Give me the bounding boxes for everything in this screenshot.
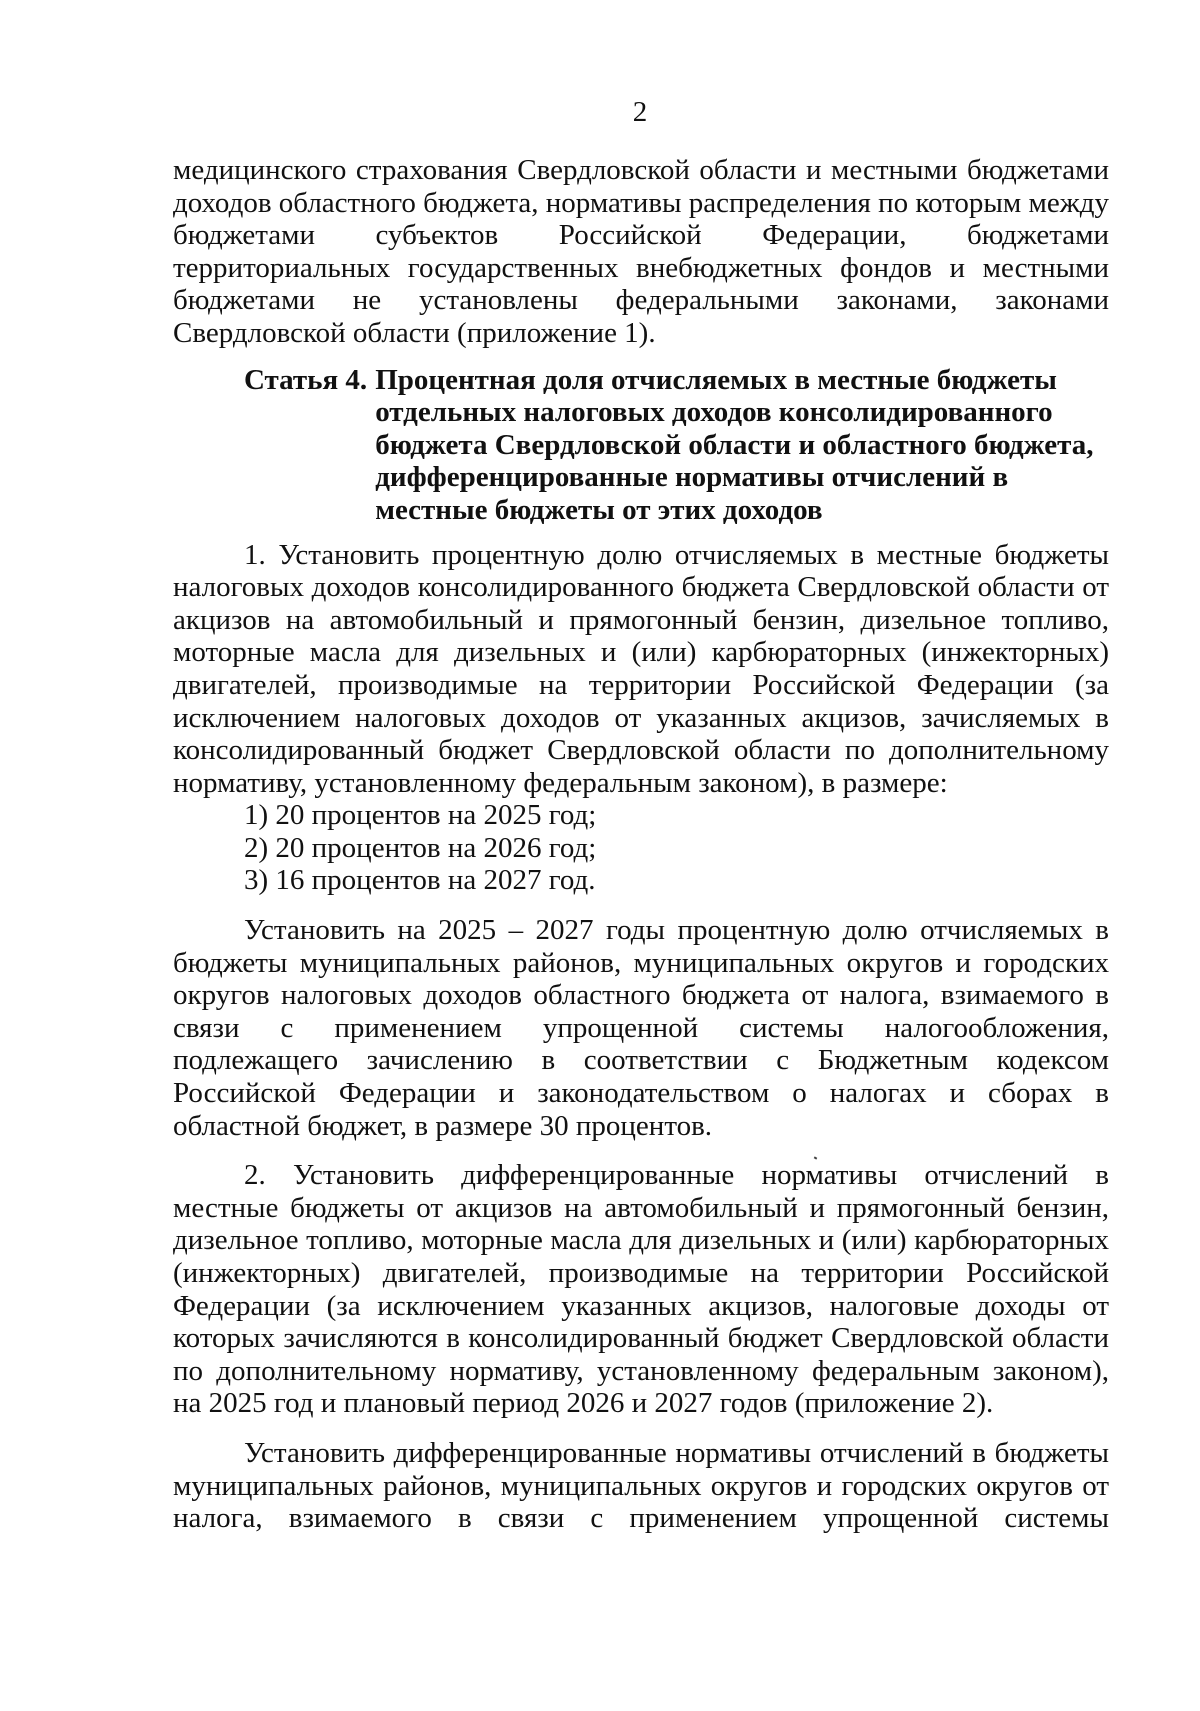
page-number: 2	[632, 96, 648, 128]
paragraph-2: Установить на 2025 – 2027 годы процентную долю отчисляемых в бюджеты муниципальных районов, муниципальных округов и городских округов налоговых доходов областного бюджета от налога, взимаемого в связи с применением упрощенной системы налогообложения, подлежащего зачислению в соответствии с Бюджетным кодексом Российской Федерации и законодательством о налогах и сборах в областной бюджет, в размере 30 процентов.	[173, 914, 1109, 1142]
list-item-3: 3) 16 процентов на 2027 год.	[244, 864, 596, 897]
list-item-2: 2) 20 процентов на 2026 год;	[244, 831, 597, 864]
article-heading	[173, 364, 1109, 527]
paragraph-4: Установить дифференцированные нормативы отчислений в бюджеты муниципальных районов, муниципальных округов и городских округов от налога, взимаемого в связи с применением упрощенной системы	[173, 1436, 1109, 1535]
paragraph-1: 1. Установить процентную долю отчисляемых в местные бюджеты налоговых доходов консолидированного бюджета Свердловской области от акцизов на автомобильный и прямогонный бензин, дизельное топливо, моторные масла для дизельных и (или) карбюраторных (инжекторных) двигателей, производимые на территории Российской Федерации (за исключением налоговых доходов от указанных акцизов, зачисляемых в консолидированный бюджет Свердловской области по дополнительному нормативу, установленному федеральным законом), в размере:	[173, 538, 1109, 799]
list-item-1: 1) 20 процентов на 2025 год;	[244, 799, 597, 832]
intro-paragraph: медицинского страхования Свердловской области и местными бюджетами доходов областного бюджета, нормативы распределения по которым между бюджетами субъектов Российской Федерации, бюджетами территориальных государственных внебюджетных фондов и местными бюджетами не установлены федеральными законами, законами Свердловской области (приложение 1).	[173, 154, 1110, 349]
article-number: Статья 4.	[244, 363, 368, 396]
paragraph-3: 2. Установить дифференцированные нормативы отчислений в местные бюджеты от акцизов на автомобильный и прямогонный бензин, дизельное топливо, моторные масла для дизельных и (или) карбюраторных (инжекторных) двигателей, производимые на территории Российской Федерации (за исключением указанных акцизов, налоговые доходы от которых зачисляются в консолидированный бюджет Свердловской области по дополнительному нормативу, установленному федеральным законом), на 2025 год и плановый период 2026 и 2027 годов (приложение 2).	[173, 1159, 1109, 1420]
article-title: Процентная доля отчисляемых в местные бюджеты отдельных налоговых доходов консолидированного бюджета Свердловской области и областного бюджета, дифференцированные нормативы отчислений в местные бюджеты от этих доходов	[375, 363, 1094, 526]
document-body	[173, 154, 1109, 1535]
